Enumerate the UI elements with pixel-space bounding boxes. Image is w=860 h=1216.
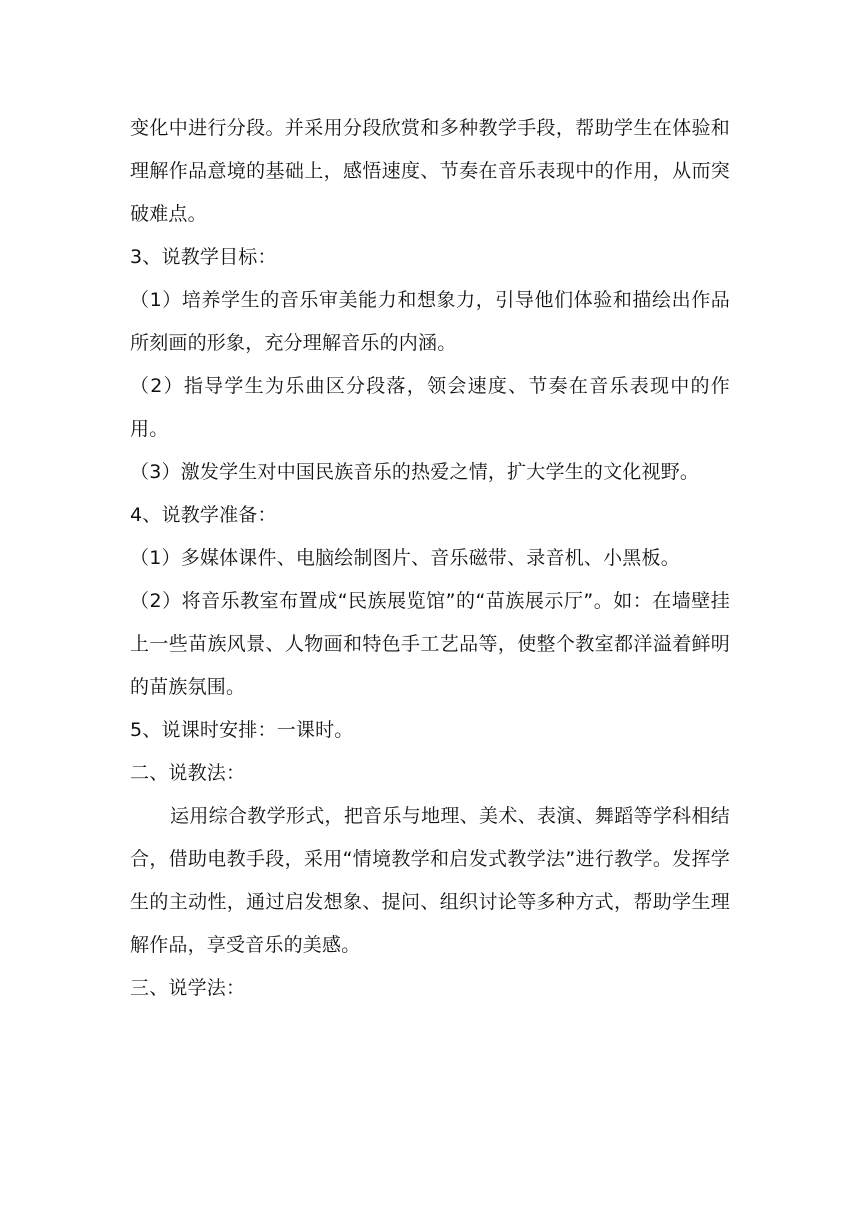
- preparation-item-2: （2）将音乐教室布置成“民族展览馆”的“苗族展示厅”。如：在墙壁挂上一些苗族风景、人物画和特色手工艺品等，使整个教室都洋溢着鲜明的苗族氛围。: [130, 590, 730, 698]
- heading-teaching-preparation: 4、说教学准备：: [130, 504, 277, 526]
- heading-teaching-method: 二、说教法：: [130, 762, 246, 784]
- paragraph-teaching-method: 运用综合教学形式，把音乐与地理、美术、表演、舞蹈等学科相结合，借助电教手段，采用“情境教学和启发式教学法”进行教学。发挥学生的主动性，通过启发想象、提问、组织讨论等多种方式，帮助学生理解作品，享受音乐的美感。: [130, 805, 730, 956]
- goal-item-2: （2）指导学生为乐曲区分段落，领会速度、节奏在音乐表现中的作用。: [130, 375, 730, 440]
- goal-item-1: （1）培养学生的音乐审美能力和想象力，引导他们体验和描绘出作品所刻画的形象，充分理解音乐的内涵。: [130, 289, 730, 354]
- paragraph-difficulty-continuation: 变化中进行分段。并采用分段欣赏和多种教学手段，帮助学生在体验和理解作品意境的基础上，感悟速度、节奏在音乐表现中的作用，从而突破难点。: [130, 117, 730, 225]
- preparation-item-1: （1）多媒体课件、电脑绘制图片、音乐磁带、录音机、小黑板。: [130, 547, 680, 569]
- heading-teaching-goals: 3、说教学目标：: [130, 246, 277, 268]
- document-body: [130, 107, 730, 1010]
- heading-class-time: 5、说课时安排：一课时。: [130, 719, 354, 741]
- goal-item-3: （3）激发学生对中国民族音乐的热爱之情，扩大学生的文化视野。: [130, 461, 700, 483]
- heading-learning-method: 三、说学法：: [130, 977, 246, 999]
